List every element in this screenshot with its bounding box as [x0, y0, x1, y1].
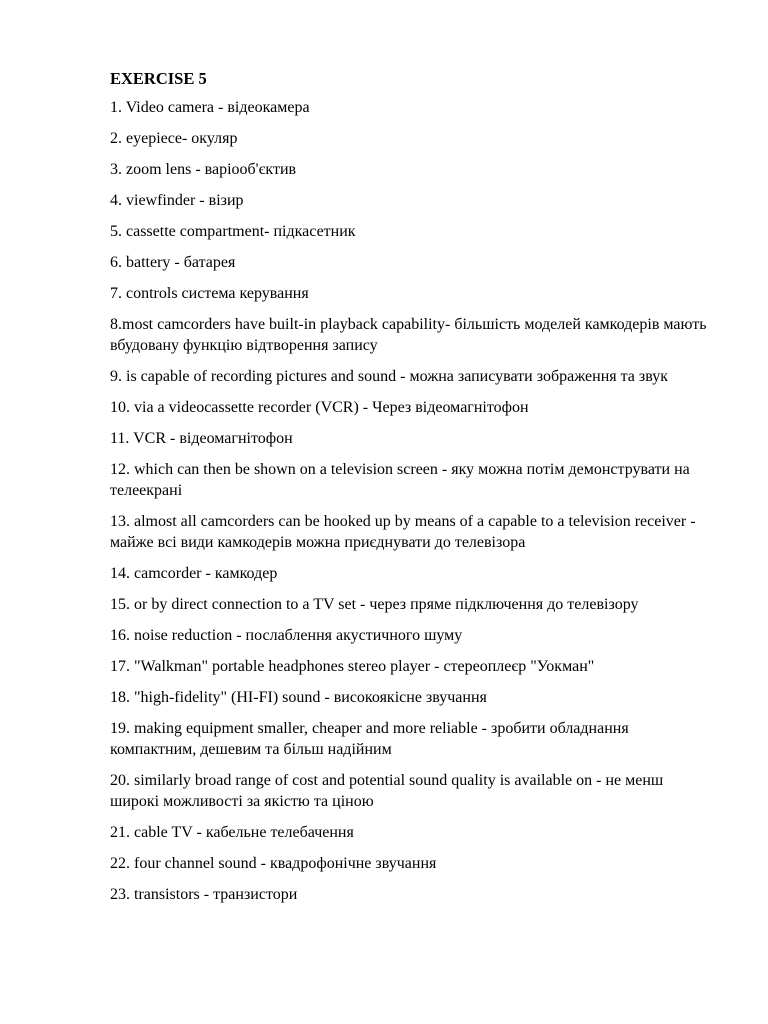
- list-item: 22. four channel sound - квадрофонічне звучання: [110, 855, 437, 872]
- document-page: [110, 68, 710, 915]
- list-item: 13. almost all camcorders can be hooked up by means of a capable to a television receiver - майже всі види камкодерів можна приєднувати до телевізора: [110, 513, 696, 551]
- list-item: 5. cassette compartment- підкасетник: [110, 223, 356, 240]
- list-item: 6. battery - батарея: [110, 254, 236, 271]
- list-item: 1. Video camera - відеокамера: [110, 99, 310, 116]
- list-item: 15. or by direct connection to a TV set - через пряме підключення до телевізору: [110, 596, 639, 613]
- list-item: 3. zoom lens - варіооб'єктив: [110, 161, 297, 178]
- list-item: 16. noise reduction - послаблення акустичного шуму: [110, 627, 463, 644]
- list-item: 21. cable TV - кабельне телебачення: [110, 824, 354, 841]
- list-item: 10. via a videocassette recorder (VCR) - Через відеомагнітофон: [110, 399, 529, 416]
- vocabulary-list: [110, 97, 710, 905]
- list-item: 8.most camcorders have built-in playback capability- більшість моделей камкодерів мають вбудовану функцію відтворення запису: [110, 316, 707, 354]
- exercise-title: EXERCISE 5: [110, 69, 207, 88]
- list-item: 11. VCR - відеомагнітофон: [110, 430, 293, 447]
- list-item: 23. transistors - транзистори: [110, 886, 298, 903]
- list-item: 18. "high-fidelity" (HI-FI) sound - високоякісне звучання: [110, 689, 487, 706]
- list-item: 9. is capable of recording pictures and sound - можна записувати зображення та звук: [110, 368, 669, 385]
- list-item: 7. controls система керування: [110, 285, 309, 302]
- list-item: 14. camcorder - камкодер: [110, 565, 278, 582]
- list-item: 12. which can then be shown on a television screen - яку можна потім демонструвати на телеекрані: [110, 461, 690, 499]
- list-item: 17. "Walkman" portable headphones stereo player - стереоплеєр "Уокман": [110, 658, 595, 675]
- list-item: 4. viewfinder - візир: [110, 192, 244, 209]
- list-item: 19. making equipment smaller, cheaper and more reliable - зробити обладнання компактним, дешевим та більш надійним: [110, 720, 629, 758]
- list-item: 2. eyepiece- окуляр: [110, 130, 238, 147]
- list-item: 20. similarly broad range of cost and potential sound quality is available on - не менш широкі можливості за якістю та ціною: [110, 772, 664, 810]
